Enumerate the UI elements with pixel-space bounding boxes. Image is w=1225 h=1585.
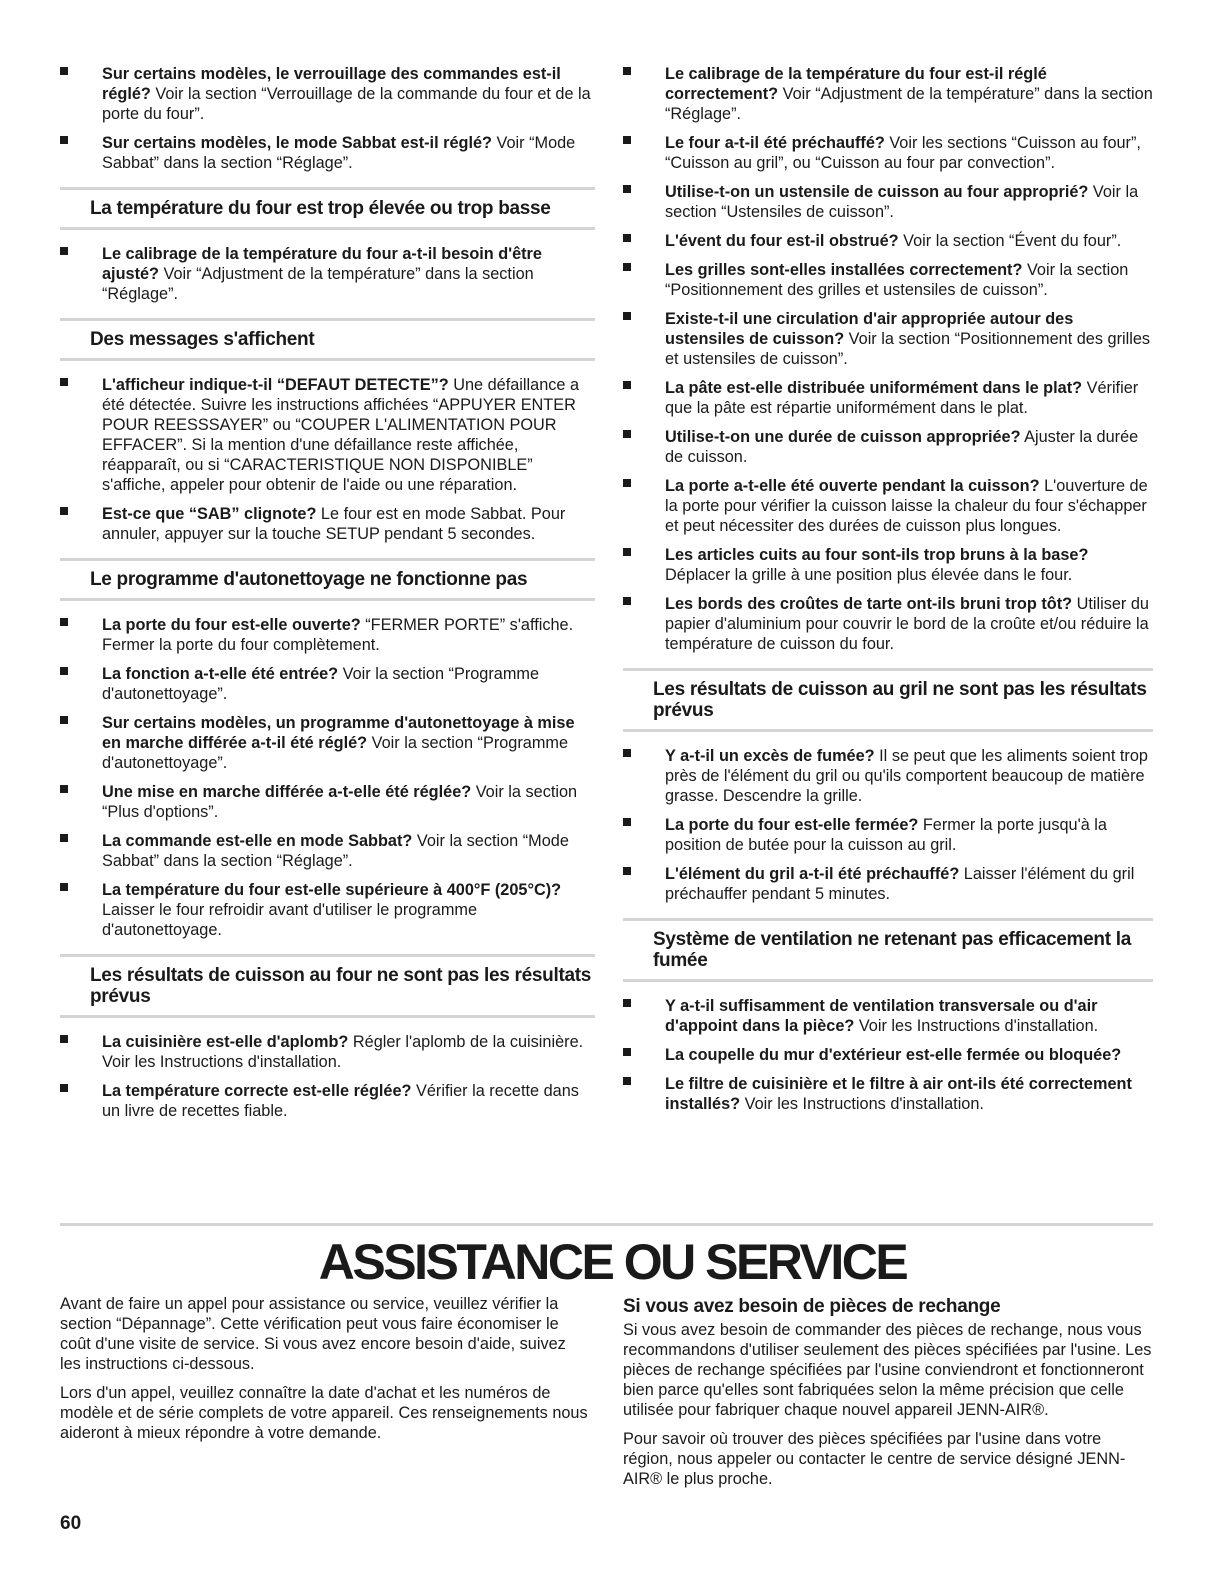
list-item: Est-ce que “SAB” clignote? Le four est en mode Sabbat. Pour annuler, appuyer sur la touche SETUP pendant 5 secondes. <box>60 504 595 544</box>
bullet-icon <box>623 1077 631 1085</box>
list-item: Sur certains modèles, un programme d'autonettoyage à mise en marche différée a-t-il été réglé? Voir la section “Programme d'autonettoyage”. <box>60 713 595 773</box>
bullet-icon <box>60 618 68 626</box>
bullet-icon <box>623 136 631 144</box>
bullet-icon <box>623 597 631 605</box>
list-item: L'élément du gril a-t-il été préchauffé? Laisser l'élément du gril préchauffer pendant 5 minutes. <box>623 864 1153 904</box>
list-item: L'évent du four est-il obstrué? Voir la section “Évent du four”. <box>623 231 1153 251</box>
bullet-icon <box>60 247 68 255</box>
left-column <box>60 64 595 1130</box>
bullet-icon <box>60 378 68 386</box>
bullet-icon <box>623 749 631 757</box>
list-item: La coupelle du mur d'extérieur est-elle fermée ou bloquée? <box>623 1045 1153 1065</box>
list-item: Utilise-t-on un ustensile de cuisson au four approprié? Voir la section “Ustensiles de cuisson”. <box>623 182 1153 222</box>
bullet-icon <box>60 667 68 675</box>
bullet-icon <box>623 548 631 556</box>
bullet-icon <box>623 234 631 242</box>
list-item: Le filtre de cuisinière et le filtre à air ont-ils été correctement installés? Voir les Instructions d'installation. <box>623 1074 1153 1114</box>
bullet-icon <box>60 67 68 75</box>
section-heading: Les résultats de cuisson au four ne sont pas les résultats prévus <box>60 954 595 1018</box>
section-heading: Le programme d'autonettoyage ne fonctionne pas <box>60 558 595 601</box>
list-item: La température du four est-elle supérieure à 400°F (205°C)? Laisser le four refroidir avant d'utiliser le programme d'autonettoyage. <box>60 880 595 940</box>
bullet-icon <box>623 818 631 826</box>
list-item: Y a-t-il un excès de fumée? Il se peut que les aliments soient trop près de l'élément du gril ou qu'ils comportent beaucoup de matière grasse. Descendre la grille. <box>623 746 1153 806</box>
list-item: La commande est-elle en mode Sabbat? Voir la section “Mode Sabbat” dans la section “Réglage”. <box>60 831 595 871</box>
bullet-icon <box>623 999 631 1007</box>
bullet-icon <box>60 507 68 515</box>
paragraph: Pour savoir où trouver des pièces spécifiées par l'usine dans votre région, nous appeler ou contacter le centre de service désigné JENN-AIR® le plus proche. <box>623 1430 1126 1488</box>
list-item: L'afficheur indique-t-il “DEFAUT DETECTE”? Une défaillance a été détectée. Suivre les instructions affichées “APPUYER ENTER POUR REESSSAYER” ou “COUPER L'ALIMENTATION POUR EFFACER”. Si la mention d'une défaillance reste affichée, réapparaît, ou si “CARACTERISTIQUE NON DISPONIBLE” s'affiche, appeler pour obtenir de l'aide ou une réparation. <box>60 375 595 495</box>
paragraph: Avant de faire un appel pour assistance ou service, veuillez vérifier la section “Dépannage”. Cette vérification peut vous faire économiser le coût d'une visite de service. Si vous avez encore besoin d'aide, suivez les instructions ci-dessous. <box>60 1295 566 1373</box>
paragraph: Si vous avez besoin de commander des pièces de rechange, nous vous recommandons d'utiliser seulement des pièces spécifiées par l'usine. Les pièces de rechange spécifiées par l'usine conviendront et fonctionneront bien parce qu'elles sont fabriquées selon la même précision que celle utilisée pour fabriquer chaque nouvel appareil JENN-AIR®. <box>623 1321 1152 1419</box>
section-heading: Système de ventilation ne retenant pas efficacement la fumée <box>623 918 1153 982</box>
bullet-icon <box>60 785 68 793</box>
list-item: Y a-t-il suffisamment de ventilation transversale ou d'air d'appoint dans la pièce? Voir les Instructions d'installation. <box>623 996 1153 1036</box>
paragraph: Lors d'un appel, veuillez connaître la date d'achat et les numéros de modèle et de série complets de votre appareil. Ces renseignements nous aideront à mieux répondre à votre demande. <box>60 1384 588 1442</box>
list-item: La fonction a-t-elle été entrée? Voir la section “Programme d'autonettoyage”. <box>60 664 595 704</box>
list-item: Les bords des croûtes de tarte ont-ils bruni trop tôt? Utiliser du papier d'aluminium pour couvrir le bord de la croûte et/ou réduire la température de cuisson du four. <box>623 594 1153 654</box>
bullet-icon <box>623 867 631 875</box>
bullet-icon <box>60 1035 68 1043</box>
list-item: Utilise-t-on une durée de cuisson appropriée? Ajuster la durée de cuisson. <box>623 427 1153 467</box>
assistance-intro <box>60 1294 590 1452</box>
section-divider <box>60 1223 1153 1226</box>
bullet-icon <box>60 716 68 724</box>
replacement-parts <box>623 1294 1153 1498</box>
list-item: La porte du four est-elle fermée? Fermer la porte jusqu'à la position de butée pour la cuisson au gril. <box>623 815 1153 855</box>
list-item: Le calibrage de la température du four est-il réglé correctement? Voir “Adjustment de la température” dans la section “Réglage”. <box>623 64 1153 124</box>
list-item: Le calibrage de la température du four a-t-il besoin d'être ajusté? Voir “Adjustment de la température” dans la section “Réglage”. <box>60 244 595 304</box>
list-item: Les articles cuits au four sont-ils trop bruns à la base? Déplacer la grille à une position plus élevée dans le four. <box>623 545 1153 585</box>
section-heading: La température du four est trop élevée ou trop basse <box>60 187 595 230</box>
list-item: La pâte est-elle distribuée uniformément dans le plat? Vérifier que la pâte est répartie uniformément dans le plat. <box>623 378 1153 418</box>
list-item: La cuisinière est-elle d'aplomb? Régler l'aplomb de la cuisinière. Voir les Instructions d'installation. <box>60 1032 595 1072</box>
list-item: Sur certains modèles, le mode Sabbat est-il réglé? Voir “Mode Sabbat” dans la section “Réglage”. <box>60 133 595 173</box>
list-item: La porte du four est-elle ouverte? “FERMER PORTE” s'affiche. Fermer la porte du four complètement. <box>60 615 595 655</box>
bullet-icon <box>60 883 68 891</box>
list-item: Sur certains modèles, le verrouillage des commandes est-il réglé? Voir la section “Verrouillage de la commande du four et de la porte du four”. <box>60 64 595 124</box>
bullet-icon <box>623 185 631 193</box>
section-heading: Les résultats de cuisson au gril ne sont pas les résultats prévus <box>623 668 1153 732</box>
bullet-icon <box>623 430 631 438</box>
list-item: La porte a-t-elle été ouverte pendant la cuisson? L'ouverture de la porte pour vérifier la cuisson laisse la chaleur du four s'échapper et peut nécessiter des durées de cuisson plus longues. <box>623 476 1153 536</box>
page-title: ASSISTANCE OU SERVICE <box>318 1234 907 1290</box>
list-item: Le four a-t-il été préchauffé? Voir les sections “Cuisson au four”, “Cuisson au gril”, ou “Cuisson au four par convection”. <box>623 133 1153 173</box>
bullet-icon <box>623 263 631 271</box>
bullet-icon <box>623 479 631 487</box>
subsection-heading: Si vous avez besoin de pièces de rechange <box>623 1296 1001 1317</box>
bullet-icon <box>623 381 631 389</box>
bullet-icon <box>60 136 68 144</box>
bullet-icon <box>60 834 68 842</box>
list-item: Les grilles sont-elles installées correctement? Voir la section “Positionnement des grilles et ustensiles de cuisson”. <box>623 260 1153 300</box>
bullet-icon <box>623 312 631 320</box>
list-item: Une mise en marche différée a-t-elle été réglée? Voir la section “Plus d'options”. <box>60 782 595 822</box>
bullet-icon <box>623 67 631 75</box>
bullet-icon <box>60 1084 68 1092</box>
bullet-icon <box>623 1048 631 1056</box>
list-item: Existe-t-il une circulation d'air appropriée autour des ustensiles de cuisson? Voir la section “Positionnement des grilles et ustensiles de cuisson”. <box>623 309 1153 369</box>
page-number: 60 <box>60 1513 82 1534</box>
list-item: La température correcte est-elle réglée? Vérifier la recette dans un livre de recettes fiable. <box>60 1081 595 1121</box>
section-heading: Des messages s'affichent <box>60 318 595 361</box>
right-column <box>623 64 1153 1123</box>
